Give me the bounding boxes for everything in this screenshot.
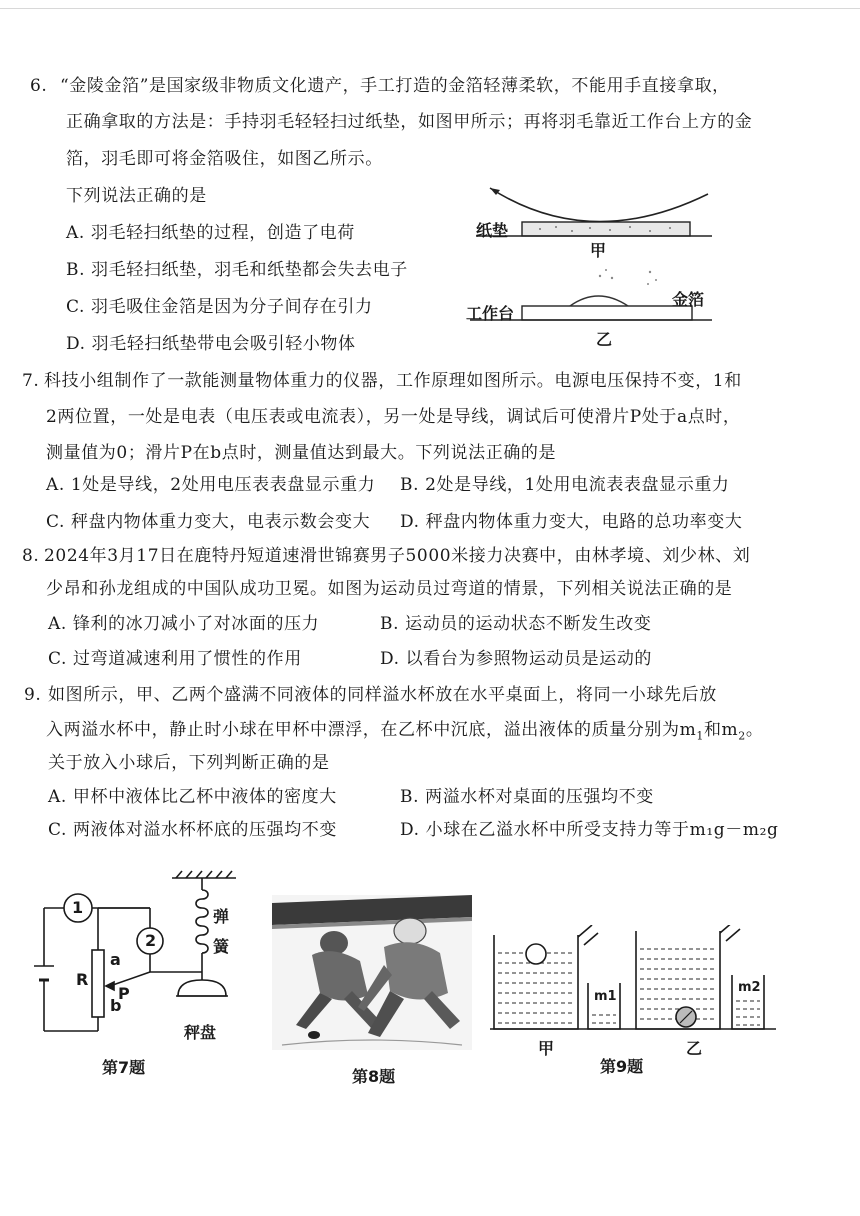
q6-fig-yi-label: 乙 <box>596 330 613 349</box>
fig7-b-label: b <box>110 996 122 1015</box>
fig9-m1-label: m1 <box>594 989 617 1004</box>
q6-fig-table-label: 工作台 <box>466 304 515 323</box>
fig9-jia-label: 甲 <box>538 1039 555 1058</box>
foil-particles <box>599 269 657 285</box>
q6-prompt: 下列说法正确的是 <box>66 186 207 206</box>
q9-m2-subscript: 2 <box>738 729 746 743</box>
q7-stem-line-2: 2两位置，一处是电表（电压表或电流表），另一处是导线，调试后可使滑片P处于a点时， <box>46 407 741 427</box>
fig8-caption: 第8题 <box>352 1067 396 1086</box>
q8-option-d: D. 以看台为参照物运动员是运动的 <box>380 649 653 669</box>
q9-option-c: C. 两液体对溢水杯杯底的压强均不变 <box>48 820 338 840</box>
q6-fig-foil-label: 金箔 <box>672 290 705 309</box>
q6-stem-line-1: “金陵金箔”是国家级非物质文化遗产，手工打造的金箔轻薄柔软，不能用手直接拿取， <box>60 76 730 96</box>
q7-stem-line-3: 测量值为0；滑片P在b点时，测量值达到最大。下列说法正确的是 <box>46 443 557 463</box>
q6-fig-jia-label: 甲 <box>590 241 607 260</box>
fig7-spring-label-2: 簧 <box>213 937 230 956</box>
paper-pad <box>522 222 690 236</box>
q6-option-d: D. 羽毛轻扫纸垫带电会吸引轻小物体 <box>66 334 356 354</box>
fig7-r-label: R <box>76 970 89 989</box>
fig8-skater-photo <box>272 895 472 1050</box>
work-table <box>522 306 692 320</box>
q7-number: 7. <box>22 371 40 391</box>
fig9-yi-label: 乙 <box>686 1039 703 1058</box>
q8-option-b: B. 运动员的运动状态不断发生改变 <box>380 614 652 634</box>
q9-stem-line-2-end: 。 <box>745 720 764 740</box>
q9-stem-line-1: 如图所示，甲、乙两个盛满不同液体的同样溢水杯放在水平桌面上，将同一小球先后放 <box>48 685 717 705</box>
q8-option-c: C. 过弯道减速利用了惯性的作用 <box>48 649 302 669</box>
fig7-a-label: a <box>110 950 121 969</box>
q9-m1-subscript: 1 <box>696 729 704 743</box>
q9-prompt: 关于放入小球后，下列判断正确的是 <box>48 753 330 773</box>
q6-option-b: B. 羽毛轻扫纸垫，羽毛和纸垫都会失去电子 <box>66 260 408 280</box>
q7-option-c: C. 秤盘内物体重力变大，电表示数会变大 <box>46 512 371 532</box>
fig7-caption: 第7题 <box>102 1058 146 1077</box>
q6-option-c: C. 羽毛吸住金箔是因为分子间存在引力 <box>66 297 373 317</box>
fig7-meter-1-label: 1 <box>72 898 84 917</box>
q9-stem-line-2-text: 入两溢水杯中，静止时小球在甲杯中漂浮，在乙杯中沉底，溢出液体的质量分别为m <box>46 720 697 740</box>
feather-sweep-arc <box>490 188 708 222</box>
q6-option-a: A. 羽毛轻扫纸垫的过程，创造了电荷 <box>66 223 355 243</box>
q7-stem-line-1: 科技小组制作了一款能测量物体重力的仪器，工作原理如图所示。电源电压保持不变，1和 <box>44 371 742 391</box>
page-top-border <box>0 8 860 9</box>
q6-fig-pad-label: 纸垫 <box>476 221 509 240</box>
q6-figure <box>460 180 730 350</box>
q8-option-a: A. 锋利的冰刀减小了对冰面的压力 <box>48 614 320 634</box>
q8-stem-line-2: 少昂和孙龙组成的中国队成功卫冕。如图为运动员过弯道的情景，下列相关说法正确的是 <box>46 579 733 599</box>
q8-number: 8. <box>22 546 40 566</box>
q9-option-d: D. 小球在乙溢水杯中所受支持力等于m₁g－m₂g <box>400 820 779 840</box>
fig9-overflow-cups <box>488 925 778 1040</box>
q9-option-b: B. 两溢水杯对桌面的压强均不变 <box>400 787 654 807</box>
q9-number: 9. <box>24 685 42 705</box>
q7-option-a: A. 1处是导线，2处用电压表表盘显示重力 <box>46 475 376 495</box>
q6-stem-line-3: 箔，羽毛即可将金箔吸住，如图乙所示。 <box>66 149 383 169</box>
q9-stem-line-2-and: 和m <box>703 720 739 740</box>
q9-stem-line-2 <box>46 719 763 747</box>
fig7-spring-label-1: 弹 <box>213 907 230 926</box>
fig7-meter-2-label: 2 <box>145 931 157 950</box>
fig9-ball-floating <box>526 944 546 964</box>
fig9-caption: 第9题 <box>600 1057 644 1076</box>
gold-foil-curve <box>570 296 628 306</box>
fig7-pan-label: 秤盘 <box>184 1023 217 1042</box>
q9-option-a: A. 甲杯中液体比乙杯中液体的密度大 <box>48 787 337 807</box>
q7-option-d: D. 秤盘内物体重力变大，电路的总功率变大 <box>400 512 743 532</box>
fig9-m2-label: m2 <box>738 980 761 995</box>
fig7-p-label: P <box>118 984 130 1003</box>
q7-option-b: B. 2处是导线，1处用电流表表盘显示重力 <box>400 475 730 495</box>
q8-stem-line-1: 2024年3月17日在鹿特丹短道速滑世锦赛男子5000米接力决赛中，由林孝境、刘少林、刘 <box>44 546 751 566</box>
q6-number: 6. <box>30 76 48 96</box>
q6-stem-line-2: 正确拿取的方法是：手持羽毛轻轻扫过纸垫，如图甲所示；再将羽毛靠近工作台上方的金 <box>66 112 753 132</box>
